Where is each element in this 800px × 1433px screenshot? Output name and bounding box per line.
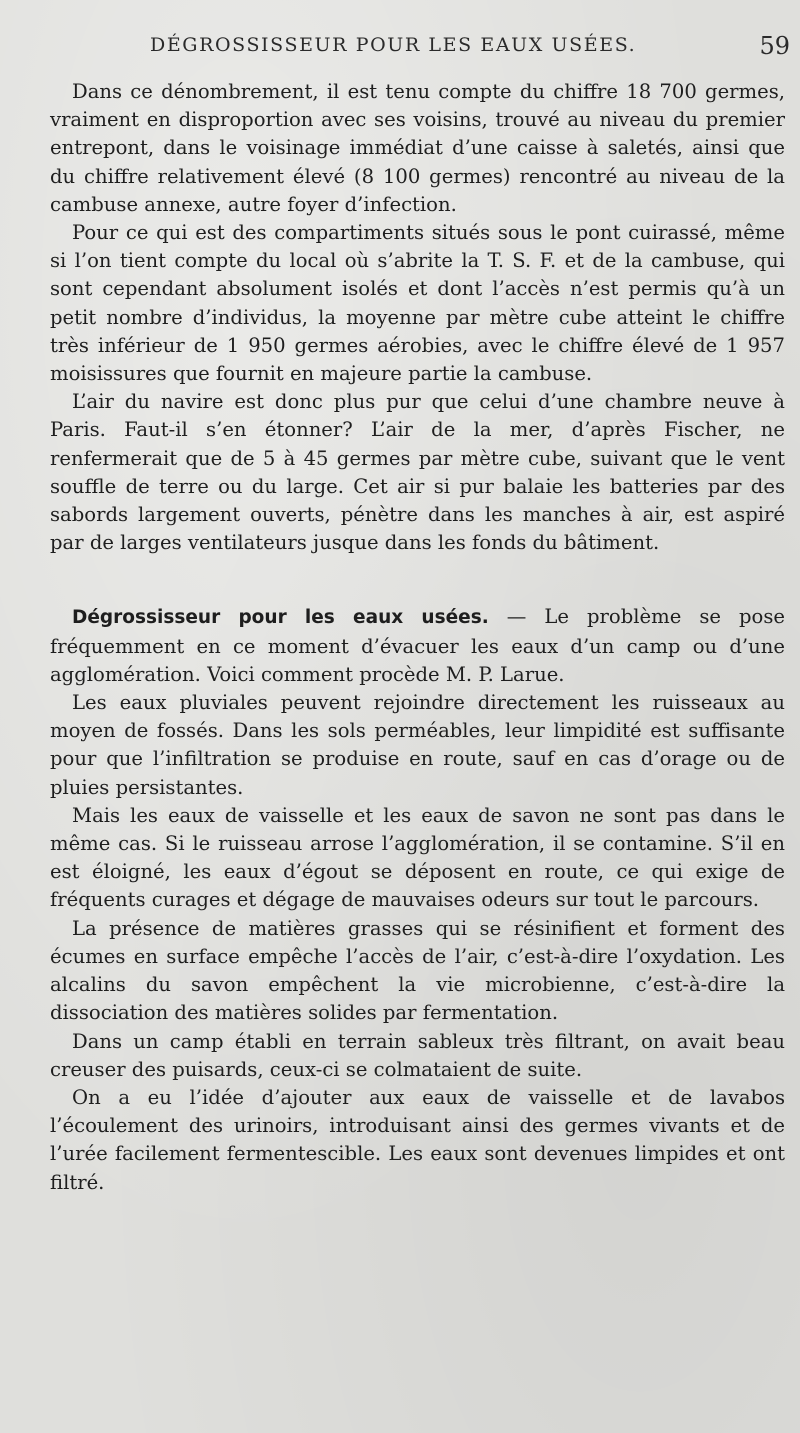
paragraph: La présence de matières grasses qui se résinifient et forment des écumes en surface empêche l’accès de l’air, c’est-à-dire l’oxydation. Les alcalins du savon empêchent la vie microbienne, c’est-à-dire la dissociation des matières solides par fermentation. [50, 916, 785, 1025]
heading-dash: — [488, 605, 545, 629]
paragraph: Mais les eaux de vaisselle et les eaux de savon ne sont pas dans le même cas. Si le ruisseau arrose l’agglomération, il se contamine. S’il en est éloigné, les eaux d’égout se déposent en route, ce qui exige de fréquents curages et dégage de mauvaises odeurs sur tout le parcours. [50, 803, 785, 912]
section-lead-paragraph [50, 603, 785, 689]
paragraph: Pour ce qui est des compartiments situés sous le pont cuirassé, même si l’on tient compte du local où s’abrite la T. S. F. et de la cambuse, qui sont cependant absolument isolés et dont l’accès n’est permis qu’à un petit nombre d’individus, la moyenne par mètre cube atteint le chiffre très inférieur de 1 950 germes aérobies, avec le chiffre élevé de 1 957 moisissures que fournit en majeure partie la cambuse. [50, 221, 785, 386]
paragraph: Dans un camp établi en terrain sableux très filtrant, on avait beau creuser des puisards, ceux-ci se colmataient de suite. [50, 1029, 785, 1081]
paragraph: Dans ce dénombrement, il est tenu compte du chiffre 18 700 germes, vraiment en disproportion avec ses voisins, trouvé au niveau du premier entrepont, dans le voisinage immédiat d’une caisse à saletés, ainsi que du chiffre relativement élevé (8 100 germes) rencontré au niveau de la cambuse annexe, autre foyer d’infection. [50, 80, 785, 216]
running-head: DÉGROSSISSEUR POUR LES EAUX USÉES. [150, 34, 637, 56]
section-lead-text: Le problème se pose fréquemment en ce moment d’évacuer les eaux d’un camp ou d’une agglomération. Voici comment procède M. P. Larue. [50, 605, 785, 686]
section-gap [50, 557, 785, 603]
page-body [50, 78, 785, 1197]
paragraph: On a eu l’idée d’ajouter aux eaux de vaisselle et de lavabos l’écoulement des urinoirs, introduisant ainsi des germes vivants et de l’urée facilement fermentescible. Les eaux sont devenues limpides et ont filtré. [50, 1085, 785, 1194]
paragraph: L’air du navire est donc plus pur que celui d’une chambre neuve à Paris. Faut-il s’en étonner? L’air de la mer, d’après Fischer, ne renfermerait que de 5 à 45 germes par mètre cube, suivant que le vent souffle de terre ou du large. Cet air si pur balaie les batteries par des sabords largement ouverts, pénètre dans les manches à air, est aspiré par de larges ventilateurs jusque dans les fonds du bâtiment. [50, 390, 785, 555]
page-header [150, 34, 790, 74]
paragraph: Les eaux pluviales peuvent rejoindre directement les ruisseaux au moyen de fossés. Dans les sols perméables, leur limpidité est suffisante pour que l’infiltration se produise en route, sauf en cas d’orage ou de pluies persistantes. [50, 691, 785, 799]
section-heading: Dégrossisseur pour les eaux usées. [72, 607, 489, 629]
page-number: 59 [759, 32, 790, 60]
